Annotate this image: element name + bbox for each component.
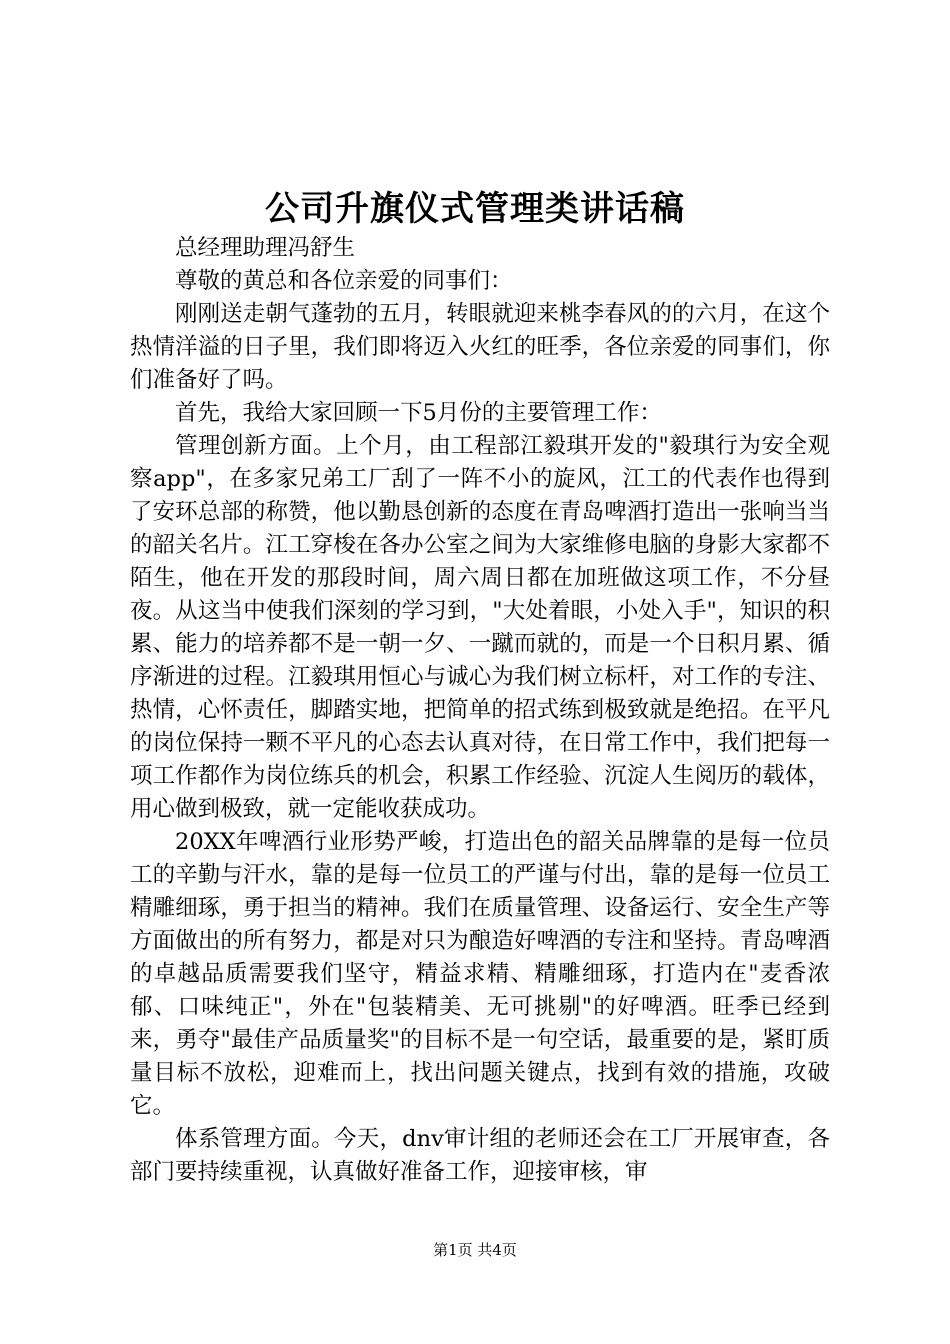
salutation: 尊敬的黄总和各位亲爱的同事们： [175, 268, 513, 294]
paragraph-system-management: 体系管理方面。今天，dnv审计组的老师还会在工厂开展审查，各部门要持续重视，认真做好准备工作，迎接审核，审 [130, 1126, 830, 1185]
document-body [130, 232, 830, 1189]
paragraph-management-innovation: 管理创新方面。上个月，由工程部江毅琪开发的"毅琪行为安全观察app"，在多家兄弟工厂刮了一阵不小的旋风，江工的代表作也得到了安环总部的称赞，他以勤恳创新的态度在青岛啤酒打造出一张响当当的韶关名片。江工穿梭在各办公室之间为大家维修电脑的身影大家都不陌生，他在开发的那段时间，周六周日都在加班做这项工作，不分昼夜。从这当中使我们深刻的学习到，"大处着眼，小处入手"，知识的积累、能力的培养都不是一朝一夕、一蹴而就的，而是一个日积月累、循序渐进的过程。江毅琪用恒心与诚心为我们树立标杆，对工作的专注、热情，心怀责任，脚踏实地，把简单的招式练到极致就是绝招。在平凡的岗位保持一颗不平凡的心态去认真对待，在日常工作中，我们把每一项工作都作为岗位练兵的机会，积累工作经验、沉淀人生阅历的载体，用心做到极致，就一定能收获成功。 [130, 433, 830, 822]
author-line: 总经理助理冯舒生 [175, 235, 356, 261]
document-title: 公司升旗仪式管理类讲话稿 [265, 189, 685, 229]
paragraph-review-heading: 首先，我给大家回顾一下5月份的主要管理工作： [175, 400, 662, 426]
paragraph-intro: 刚刚送走朝气蓬勃的五月，转眼就迎来桃李春风的的六月，在这个热情洋溢的日子里，我们即将迈入火红的旺季，各位亲爱的同事们，你们准备好了吗。 [130, 301, 830, 393]
page-number-footer: 第1页 共4页 [433, 1241, 517, 1259]
paragraph-industry-situation: 20XX年啤酒行业形势严峻，打造出色的韶关品牌靠的是每一位员工的辛勤与汗水，靠的是每一位员工的严谨与付出，靠的是每一位员工精雕细琢，勇于担当的精神。我们在质量管理、设备运行、安全生产等方面做出的所有努力，都是对只为酿造好啤酒的专注和坚持。青岛啤酒的卓越品质需要我们坚守，精益求精、精雕细琢，打造内在"麦香浓郁、口味纯正"，外在"包装精美、无可挑剔"的好啤酒。旺季已经到来，勇夺"最佳产品质量奖"的目标不是一句空话，最重要的是，紧盯质量目标不放松，迎难而上，找出问题关键点，找到有效的措施，攻破它。 [130, 829, 830, 1119]
